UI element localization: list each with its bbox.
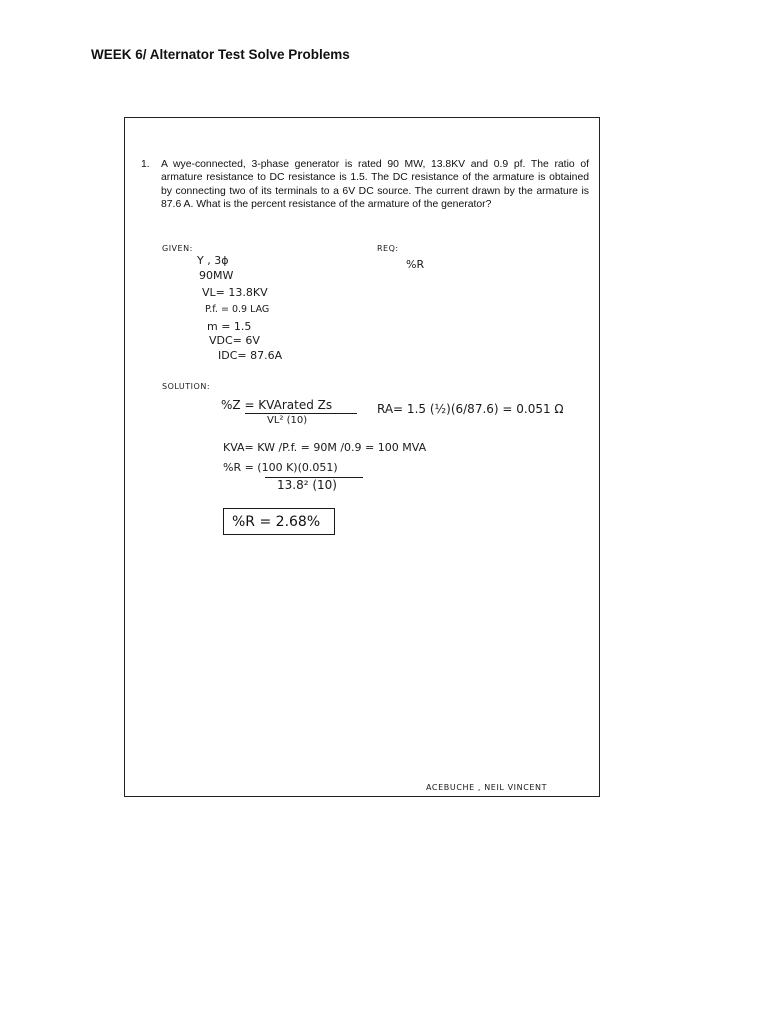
given-label: GIVEN: [162, 244, 193, 253]
given-item: 90MW [199, 269, 234, 282]
problem-text: A wye-connected, 3-phase generator is rated 90 MW, 13.8KV and 0.9 pf. The ratio of armature resistance to DC resistance is 1.5. The DC resistance of the armature is obtained by connecting two of its terminals to a 6V DC source. The current drawn by the armature is 87.6 A. What is the percent resistance of the armature of the generator? [161, 159, 589, 211]
given-item: VL= 13.8KV [202, 286, 268, 299]
percent-r-denominator: 13.8² (10) [277, 478, 337, 492]
percent-r-numerator: %R = (100 K)(0.051) [223, 461, 338, 474]
given-item: VDC= 6V [209, 334, 260, 347]
given-item: IDC= 87.6A [218, 349, 283, 362]
student-signature: ACEBUCHE , NEIL VINCENT [426, 783, 548, 792]
scanned-worksheet [124, 117, 600, 797]
percent-z-formula-denominator: VL² (10) [267, 415, 308, 426]
problem-number: 1. [141, 159, 150, 170]
given-item: P.f. = 0.9 LAG [205, 304, 270, 315]
given-item: m = 1.5 [207, 320, 252, 333]
problem-statement [141, 158, 589, 212]
req-value: %R [406, 258, 425, 271]
fraction-bar [245, 413, 357, 414]
page-title: WEEK 6/ Alternator Test Solve Problems [91, 47, 350, 62]
final-answer: %R = 2.68% [232, 514, 321, 530]
given-item: Y , 3ϕ [197, 254, 229, 267]
percent-z-formula-numerator: %Z = KVArated Zs [221, 398, 333, 412]
final-answer-box [223, 508, 335, 535]
kva-calculation: KVA= KW /P.f. = 90M /0.9 = 100 MVA [223, 441, 427, 454]
solution-label: SOLUTION: [162, 382, 211, 391]
req-label: REQ: [377, 244, 399, 253]
ra-calculation: RA= 1.5 (½)(6/87.6) = 0.051 Ω [377, 402, 564, 416]
